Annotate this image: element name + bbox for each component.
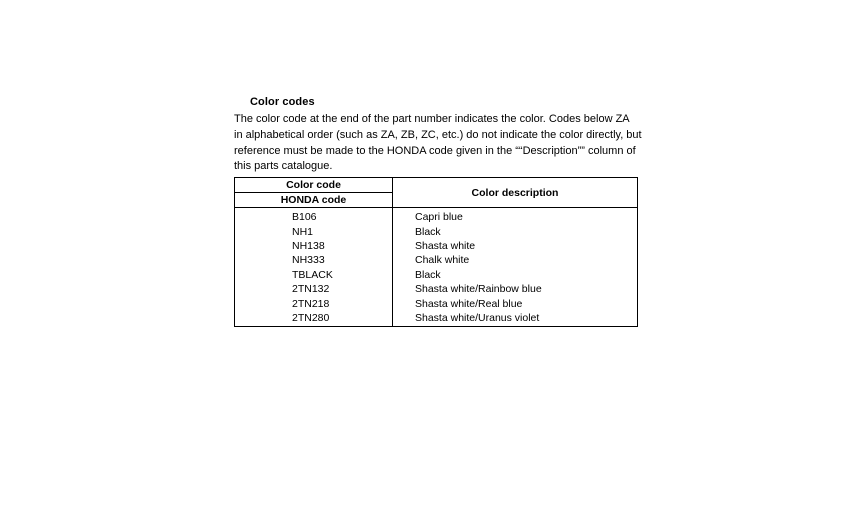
color-description-cell: Shasta white [415,239,476,252]
intro-paragraph [234,112,654,175]
table-row [235,311,638,327]
table-row [235,296,638,310]
paragraph-line: The color code at the end of the part number indicates the color. Codes below ZA [234,113,630,125]
table-row [235,224,638,238]
table-row [235,268,638,282]
paragraph-line: in alphabetical order (such as ZA, ZB, ZC, etc.) do not indicate the color directly, but [234,128,642,141]
honda-code-cell: 2TN132 [235,282,393,296]
color-description-cell: Shasta white/Rainbow blue [415,283,542,296]
honda-code-cell: NH138 [235,239,393,253]
table-row [235,208,638,225]
table-row [235,282,638,296]
honda-code-cell: 2TN280 [235,311,393,327]
honda-code-cell: TBLACK [235,268,393,282]
color-code-table [234,177,638,327]
honda-code-cell: NH1 [235,224,393,238]
header-color-description: Color description [393,178,638,208]
color-description-cell: Shasta white/Uranus violet [415,311,540,324]
color-description-cell: Black [415,225,441,238]
color-description-cell: Black [415,268,441,281]
table-row [235,239,638,253]
honda-code-cell: 2TN218 [235,296,393,310]
header-color-code: Color code [235,178,393,193]
table-row [235,253,638,267]
color-description-cell: Chalk white [415,254,470,267]
paragraph-line: this parts catalogue. [234,160,333,173]
honda-code-cell: NH333 [235,253,393,267]
color-description-cell: Shasta white/Real blue [415,297,523,310]
section-heading: Color codes [250,96,315,108]
color-description-cell: Capri blue [415,211,463,224]
paragraph-line: reference must be made to the HONDA code given in the ““Description”” column of [234,144,636,157]
honda-code-cell: B106 [235,208,393,225]
header-honda-code: HONDA code [235,193,393,208]
